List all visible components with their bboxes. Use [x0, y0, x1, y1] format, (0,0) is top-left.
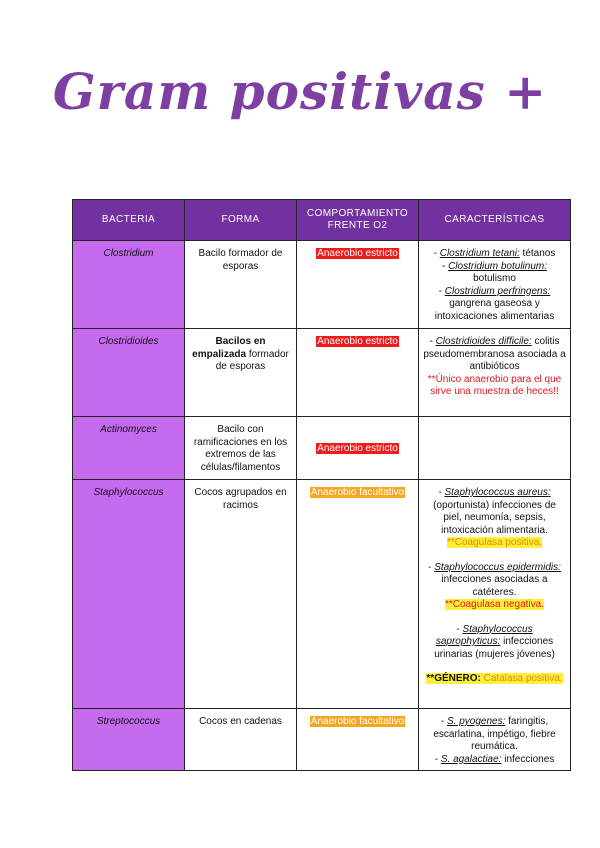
bacteria-name: Streptococcus [73, 709, 185, 771]
o2-cell [297, 241, 419, 329]
table-row [73, 480, 571, 709]
bacteria-name: Clostridium [73, 241, 185, 329]
species-name: S. agalactiae: [440, 753, 502, 764]
species-entry [423, 754, 566, 765]
genero-label: **GÉNERO: [426, 673, 481, 684]
species-entry [423, 248, 566, 261]
bacteria-name: Staphylococcus [73, 480, 185, 709]
dash: - [438, 285, 445, 297]
species-entry [423, 286, 566, 324]
o2-badge: Anaerobio facultativo [310, 487, 405, 498]
genero-note [423, 673, 566, 686]
dash: - [433, 248, 440, 259]
header-caracteristicas: CARACTERÍSTICAS [419, 200, 571, 241]
note [423, 599, 566, 612]
caracteristicas-cell [419, 417, 571, 480]
header-forma: FORMA [185, 200, 297, 241]
dash: - [428, 561, 435, 573]
species-entry [423, 562, 566, 600]
o2-badge: Anaerobio facultativo [310, 716, 405, 727]
forma-rest: formador de esporas [215, 348, 289, 372]
caracteristicas-cell [419, 329, 571, 417]
coagulasa-negativa: **Coagulasa negativa. [445, 599, 544, 610]
species-name: S. pyogenes: [446, 716, 506, 727]
bacteria-name: Clostridioides [73, 329, 185, 417]
species-desc: tétanos [519, 248, 556, 259]
o2-cell [297, 709, 419, 771]
genero-text: Catalasa positiva. [480, 673, 563, 684]
species-desc: infecciones urinarias (mujeres jóvenes) [434, 636, 555, 660]
genero-highlight [426, 673, 562, 684]
species-name: Clostridium perfringens: [444, 285, 551, 297]
species-entry [423, 336, 566, 374]
dash: - [434, 753, 441, 764]
forma-cell: Bacilo con ramificaciones en los extremos de las células/filamentos [185, 417, 297, 480]
species-entry [423, 624, 566, 662]
species-desc: colitis pseudomembranosa asociada a antibióticos [423, 336, 566, 372]
header-bacteria: BACTERIA [73, 200, 185, 241]
o2-cell [297, 329, 419, 417]
table-row [73, 329, 571, 417]
page-title: Gram positivas + [52, 62, 548, 121]
o2-cell [297, 480, 419, 709]
table-header-row [73, 200, 571, 241]
forma-bold: Bacilos en empalizada [192, 336, 266, 360]
caracteristicas-cell [419, 480, 571, 709]
bacteria-name: Actinomyces [73, 417, 185, 480]
caracteristicas-cell [419, 241, 571, 329]
species-desc: gangrena gaseosa y intoxicaciones alimentarias [434, 298, 555, 322]
bacteria-table [72, 199, 571, 771]
species-entry [423, 716, 566, 754]
species-entry [423, 487, 566, 537]
header-comportamiento: COMPORTAMIENTO FRENTE O2 [297, 200, 419, 241]
table-row [73, 241, 571, 329]
forma-cell: Cocos en cadenas [185, 709, 297, 771]
note [423, 537, 566, 550]
forma-cell: Cocos agrupados en racimos [185, 480, 297, 709]
forma-cell [185, 329, 297, 417]
species-name: Staphylococcus epidermidis: [434, 561, 561, 573]
species-desc: infecciones [501, 753, 555, 764]
species-name: Clostridium tetani: [439, 248, 520, 259]
dash: - [429, 336, 436, 347]
dash: - [438, 487, 445, 498]
species-desc: infecciones asociadas a catéteres. [441, 574, 548, 598]
dash: - [441, 260, 449, 272]
species-name: Staphylococcus saprophyticus: [435, 623, 533, 647]
species-desc: faringitis, escarlatina, impétigo, fiebre reumática. [433, 716, 556, 752]
coagulasa-positiva: **Coagulasa positiva. [446, 537, 543, 548]
species-name: Staphylococcus aureus: [444, 487, 551, 498]
o2-badge: Anaerobio estricto [317, 442, 398, 454]
o2-badge: Anaerobio estricto [317, 248, 398, 259]
species-entry [423, 261, 566, 286]
species-desc: (oportunista) infecciones de piel, neumonía, sepsis, intoxicación alimentaria. [433, 499, 556, 536]
species-list [423, 716, 566, 764]
species-name: Clostridium botulinum: [448, 260, 548, 272]
species-desc: botulismo [473, 273, 516, 284]
o2-cell [297, 417, 419, 480]
table-row [73, 417, 571, 480]
forma-cell: Bacilo formador de esporas [185, 241, 297, 329]
dash: - [440, 716, 447, 727]
species-name: Clostridioides difficile: [435, 336, 532, 347]
dash: - [456, 623, 463, 635]
caracteristicas-cell [419, 709, 571, 771]
note: **Único anaerobio para el que sirve una muestra de heces!! [427, 373, 562, 397]
o2-badge: Anaerobio estricto [317, 336, 398, 347]
table-row [73, 709, 571, 771]
